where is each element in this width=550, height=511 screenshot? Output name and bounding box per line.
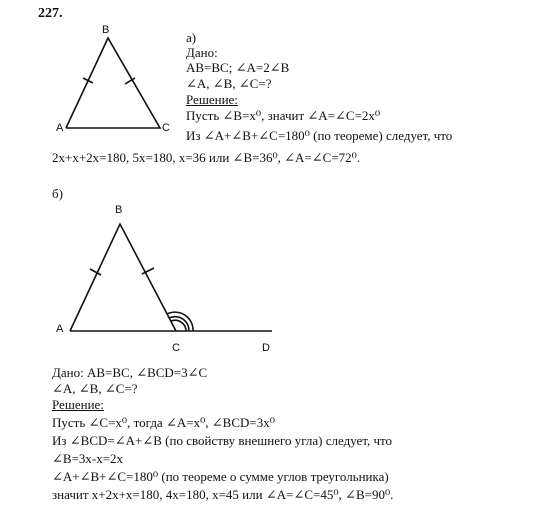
part-a-given-heading: Дано: [186, 45, 218, 60]
part-b-solution-heading: Решение: [52, 397, 104, 412]
part-b-line-2: Из ∠BCD=∠A+∠B (по свойству внешнего угла) следует, что [52, 433, 393, 448]
label-d-b: D [262, 342, 270, 354]
part-b-line-3: ∠B=3x-x=2x [52, 451, 124, 466]
part-a-line-1: Пусть ∠B=x⁰, значит ∠A=∠C=2x⁰ [186, 108, 381, 123]
label-c-b: C [172, 342, 180, 354]
problem-number: 227. [38, 6, 63, 21]
part-b-line-5: значит x+2x+x=180, 4x=180, x=45 или ∠A=∠C=45⁰, ∠B=90⁰. [52, 487, 394, 502]
triangle-a [66, 38, 160, 128]
label-a-b: A [56, 323, 64, 335]
triangle-b [70, 224, 272, 331]
label-c-a: C [162, 122, 170, 134]
part-b-find: ∠A, ∠B, ∠C=? [52, 381, 138, 396]
triangle-b-sides [70, 224, 176, 331]
part-a-line-3: 2x+x+2x=180, 5x=180, x=36 или ∠B=36⁰, ∠A=∠C=72⁰. [52, 150, 361, 165]
part-a-solution-heading: Решение: [186, 92, 238, 107]
triangle-a-outline [66, 38, 160, 128]
part-a-line-2: Из ∠A+∠B+∠C=180⁰ (по теореме) следует, что [186, 128, 453, 143]
label-a-a: A [56, 122, 64, 134]
part-b-line-1: Пусть ∠C=x⁰, тогда ∠A=x⁰, ∠BCD=3x⁰ [52, 415, 275, 430]
part-b-given-1: Дано: AB=BC, ∠BCD=3∠C [52, 365, 208, 380]
part-b-line-4: ∠A+∠B+∠C=180⁰ (по теореме о сумме углов треугольника) [52, 469, 389, 484]
label-b-b: B [115, 204, 123, 216]
part-a-given-1: AB=BC; ∠A=2∠B [186, 60, 290, 75]
part-b-label: б) [52, 186, 63, 201]
label-b-a: B [102, 24, 110, 36]
part-a-label: а) [186, 30, 197, 45]
part-a-find: ∠A, ∠B, ∠C=? [186, 76, 272, 91]
